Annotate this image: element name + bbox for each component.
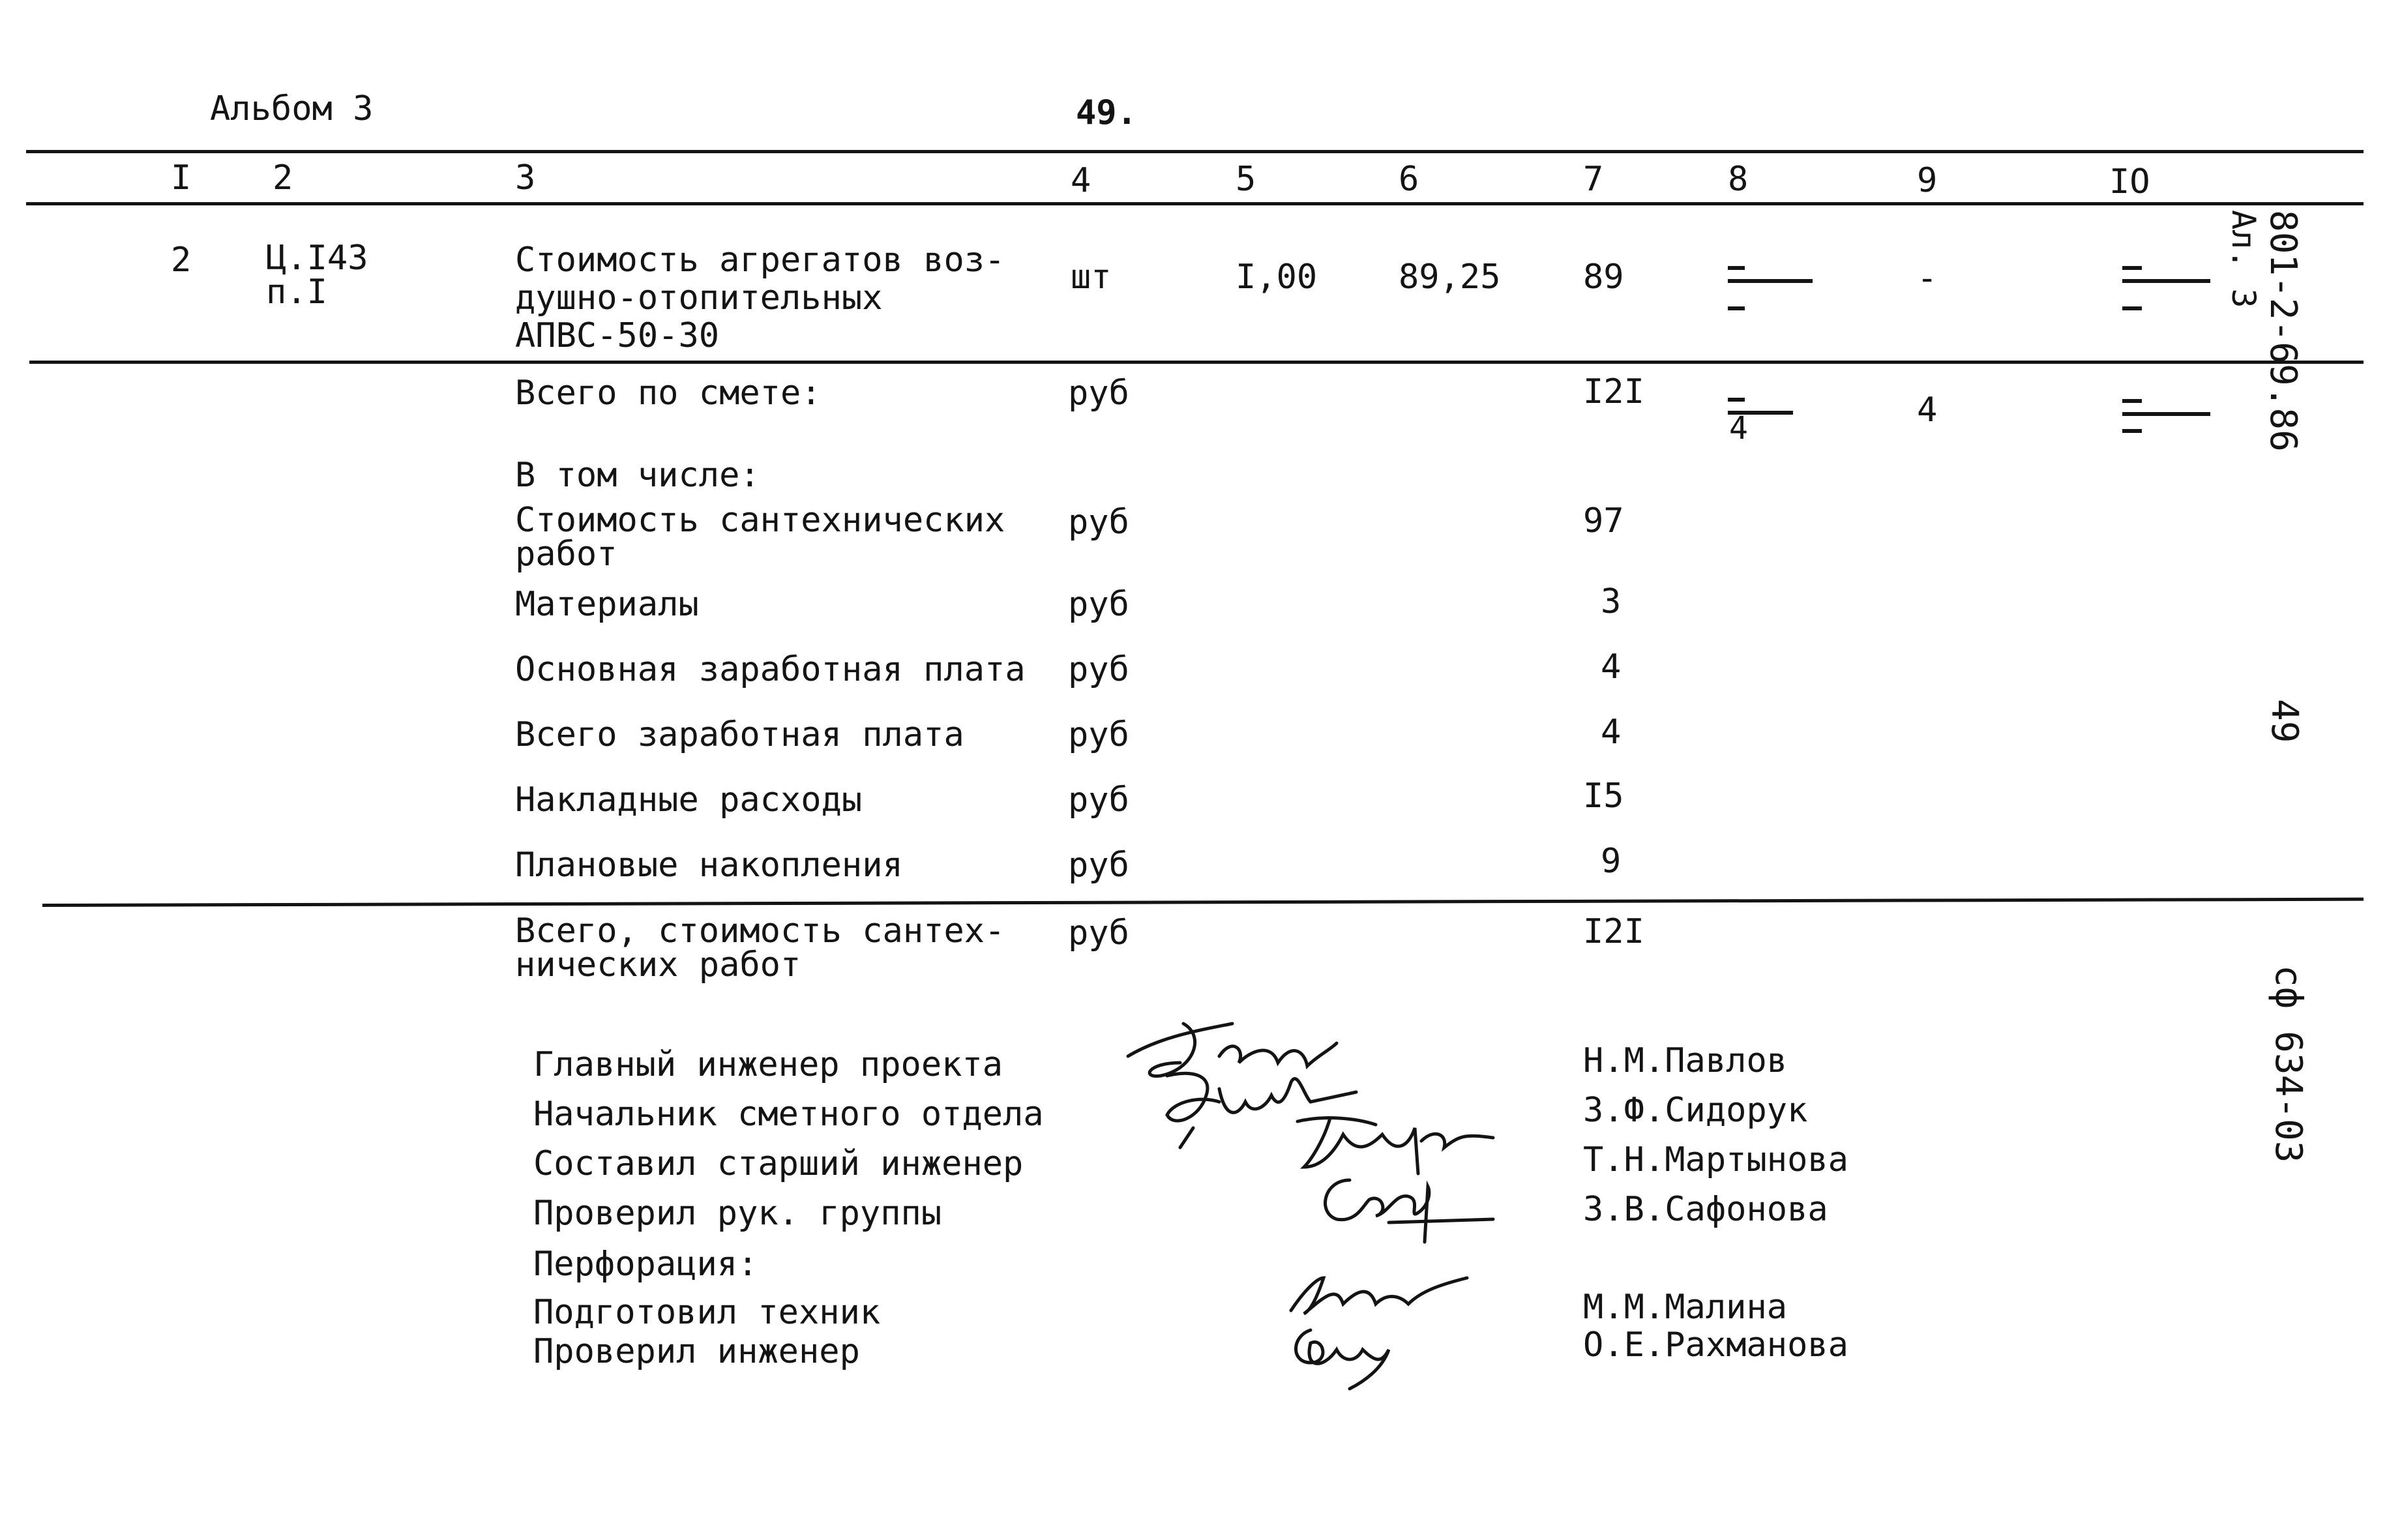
col8-fraction-bottom: [1728, 306, 1745, 310]
total-unit: руб: [1068, 374, 1129, 413]
handwritten-signature-malina: [1278, 1265, 1474, 1324]
signature-role: Составил старший инженер: [533, 1144, 1024, 1183]
item-number: 2: [171, 241, 192, 280]
breakdown-bottom-rule: [42, 898, 2364, 907]
breakdown-item-value: 3: [1601, 582, 1622, 621]
total-col9: 4: [1917, 391, 1938, 430]
column-header-4: 4: [1071, 161, 1091, 200]
item-unit-price: 89,25: [1399, 258, 1501, 297]
margin-doc-code: 801-2-69.86: [2262, 210, 2304, 452]
breakdown-item-unit: руб: [1068, 780, 1129, 820]
breakdown-item-label: Накладные расходы: [515, 780, 863, 820]
grand-total-unit: руб: [1068, 913, 1129, 953]
item-code: Ц.I43 п.I: [266, 239, 368, 312]
col8-fraction-line: [1728, 279, 1813, 283]
signature-name: Н.М.Павлов: [1583, 1041, 1788, 1080]
page-number: 49.: [1076, 93, 1137, 132]
col10-total-line: [2122, 412, 2210, 416]
breakdown-item-value: 97: [1583, 501, 1624, 540]
grand-total-value: I2I: [1583, 912, 1644, 951]
breakdown-item-value: 4: [1601, 713, 1622, 752]
column-header-5: 5: [1236, 160, 1256, 199]
signature-role: Начальник сметного отдела: [533, 1095, 1044, 1134]
column-header-3: 3: [515, 158, 536, 198]
signature-name: М.М.Малина: [1583, 1288, 1788, 1327]
breakdown-item-label: Всего заработная плата: [515, 715, 964, 754]
signature-name: З.Ф.Сидорук: [1583, 1091, 1808, 1130]
breakdown-item-value: 4: [1601, 647, 1622, 687]
total-label: Всего по смете:: [515, 374, 822, 413]
signature-name: З.В.Сафонова: [1583, 1190, 1828, 1229]
breakdown-item-value: I5: [1583, 777, 1624, 816]
column-header-6: 6: [1399, 160, 1419, 199]
breakdown-item-value: 9: [1601, 842, 1622, 881]
breakdown-item-label: Стоимость сантехнических работ: [515, 501, 1005, 574]
item-name: Стоимость агрегатов воз- душно-отопительных АПВС-50-30: [515, 241, 1005, 355]
item-col9-dash: -: [1917, 259, 1938, 298]
column-header-10: IO: [2109, 162, 2150, 201]
breakdown-item-unit: руб: [1068, 846, 1129, 885]
col10-total-top: [2122, 399, 2142, 403]
col10-fraction-bottom: [2122, 306, 2142, 310]
breakdown-item-unit: руб: [1068, 650, 1129, 689]
breakdown-item-unit: руб: [1068, 715, 1129, 754]
column-header-1: I: [171, 158, 192, 198]
handwritten-signature-safonova: [1311, 1167, 1500, 1245]
column-header-8: 8: [1728, 160, 1749, 199]
signature-role: Перфорация:: [533, 1245, 758, 1284]
signature-role: Подготовил техник: [533, 1293, 881, 1332]
column-header-7: 7: [1583, 160, 1604, 199]
total-col8-bottom: 4: [1729, 410, 1748, 447]
breakdown-item-label: Плановые накопления: [515, 846, 903, 885]
breakdown-intro: В том числе:: [515, 456, 760, 495]
item-quantity: I,00: [1236, 258, 1318, 297]
col8-fraction-top: [1728, 266, 1745, 270]
breakdown-item-label: Материалы: [515, 585, 699, 624]
margin-page-number: 49: [2263, 699, 2305, 743]
col10-fraction-top: [2122, 266, 2142, 270]
header-top-rule: [26, 150, 2364, 153]
signature-role: Проверил рук. группы: [533, 1194, 942, 1233]
item-unit: шт: [1071, 258, 1112, 297]
signature-role: Проверил инженер: [533, 1332, 860, 1371]
breakdown-item-label: Основная заработная плата: [515, 650, 1026, 689]
col10-total-bottom: [2122, 429, 2142, 433]
album-label: Альбом 3: [210, 89, 374, 128]
grand-total-label: Всего, стоимость сантех- нических работ: [515, 911, 1005, 985]
breakdown-item-unit: руб: [1068, 585, 1129, 624]
item-row-bottom-rule: [29, 361, 2364, 364]
signature-name: Т.Н.Мартынова: [1583, 1140, 1848, 1179]
header-bottom-rule: [26, 202, 2364, 205]
breakdown-item-unit: руб: [1068, 503, 1129, 542]
total-value: I2I: [1583, 372, 1644, 411]
col10-fraction-line: [2122, 279, 2210, 283]
signature-name: О.Е.Рахманова: [1583, 1325, 1848, 1365]
margin-album: Ал. 3: [2225, 210, 2262, 308]
column-header-9: 9: [1917, 161, 1938, 200]
item-total: 89: [1583, 258, 1624, 297]
handwritten-signature-rakhmanova: [1284, 1317, 1402, 1395]
column-header-2: 2: [273, 158, 293, 198]
margin-stamp: сф 634-03: [2267, 965, 2309, 1163]
signature-role: Главный инженер проекта: [533, 1045, 1003, 1084]
col8-total-top: [1728, 398, 1745, 402]
